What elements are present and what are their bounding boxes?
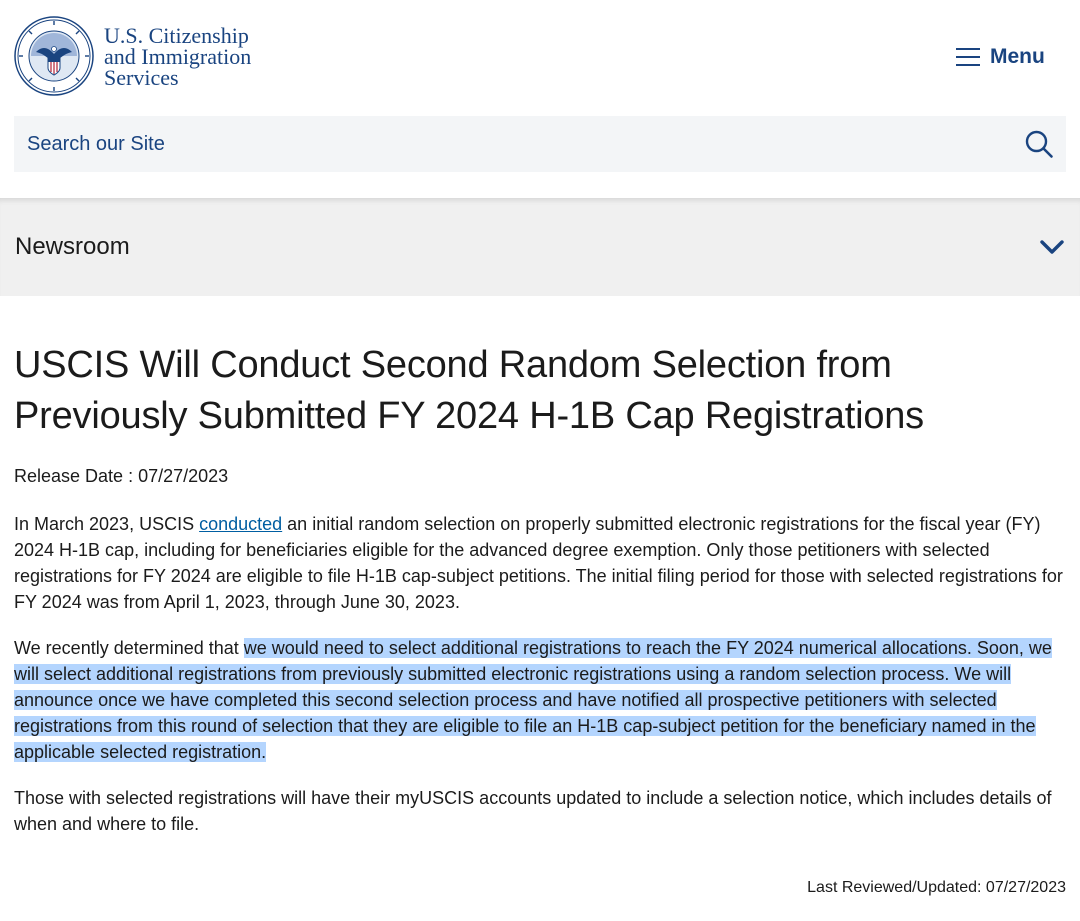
last-reviewed [807,877,1066,899]
article [14,340,1066,837]
paragraph-2-text-start: We recently determined that [14,638,244,658]
release-date-label: Release Date : [14,466,134,486]
last-reviewed-label: Last Reviewed/Updated: [807,879,982,896]
menu-label: Menu [990,45,1045,68]
search-input[interactable] [27,133,927,156]
hamburger-icon [956,47,980,67]
search-bar [14,116,1066,172]
dhs-seal-icon [14,16,94,96]
section-nav-newsroom[interactable] [0,198,1080,296]
agency-name [104,22,252,90]
site-header [0,0,1080,198]
conducted-link[interactable]: conducted [199,514,283,534]
paragraph-1-text-end: an initial random selection on properly submitted electronic registrations for the fiscal year (FY) 2024 H-1B cap, including for beneficiaries eligible for the advanced degree exemption. Only those petitioners with selected registrations for FY 2024 are eligible to file H-1B cap-subject petitions. The initial filing period for those with selected registrations for FY 2024 was from April 1, 2023, through June 30, 2023. [14,514,1063,612]
article-paragraph-1 [14,511,1066,615]
release-date [14,464,1066,488]
site-logo[interactable] [14,16,251,96]
menu-button[interactable] [956,42,1045,72]
release-date-value: 07/27/2023 [138,466,229,486]
paragraph-1-text-start: In March 2023, USCIS [14,514,200,534]
selected-text-highlight: we would need to select additional registrations to reach the FY 2024 numerical allocations. Soon, we will select additional registrations from previously submitted electronic registrations using a random selection process. We will announce once we have completed this second selection process and have notified all prospective petitioners with selected registrations from this round of selection that they are eligible to file an H-1B cap-subject petition for the beneficiary named in the applicable selected registration. [14,638,1052,762]
agency-line-3: Services [104,64,179,90]
agency-line-2: and Immigration [104,43,252,69]
article-paragraph-2 [14,635,1066,765]
section-nav-label: Newsroom [15,233,130,260]
chevron-down-icon [1040,239,1064,255]
search-icon[interactable] [1024,129,1054,159]
agency-line-1: U.S. Citizenship [104,22,249,48]
page-title: USCIS Will Conduct Second Random Selection from Previously Submitted FY 2024 H-1B Cap Registrations [14,344,924,437]
article-paragraph-3: Those with selected registrations will have their myUSCIS accounts updated to include a selection notice, which includes details of when and where to file. [14,788,1052,834]
last-reviewed-date: 07/27/2023 [985,879,1066,896]
